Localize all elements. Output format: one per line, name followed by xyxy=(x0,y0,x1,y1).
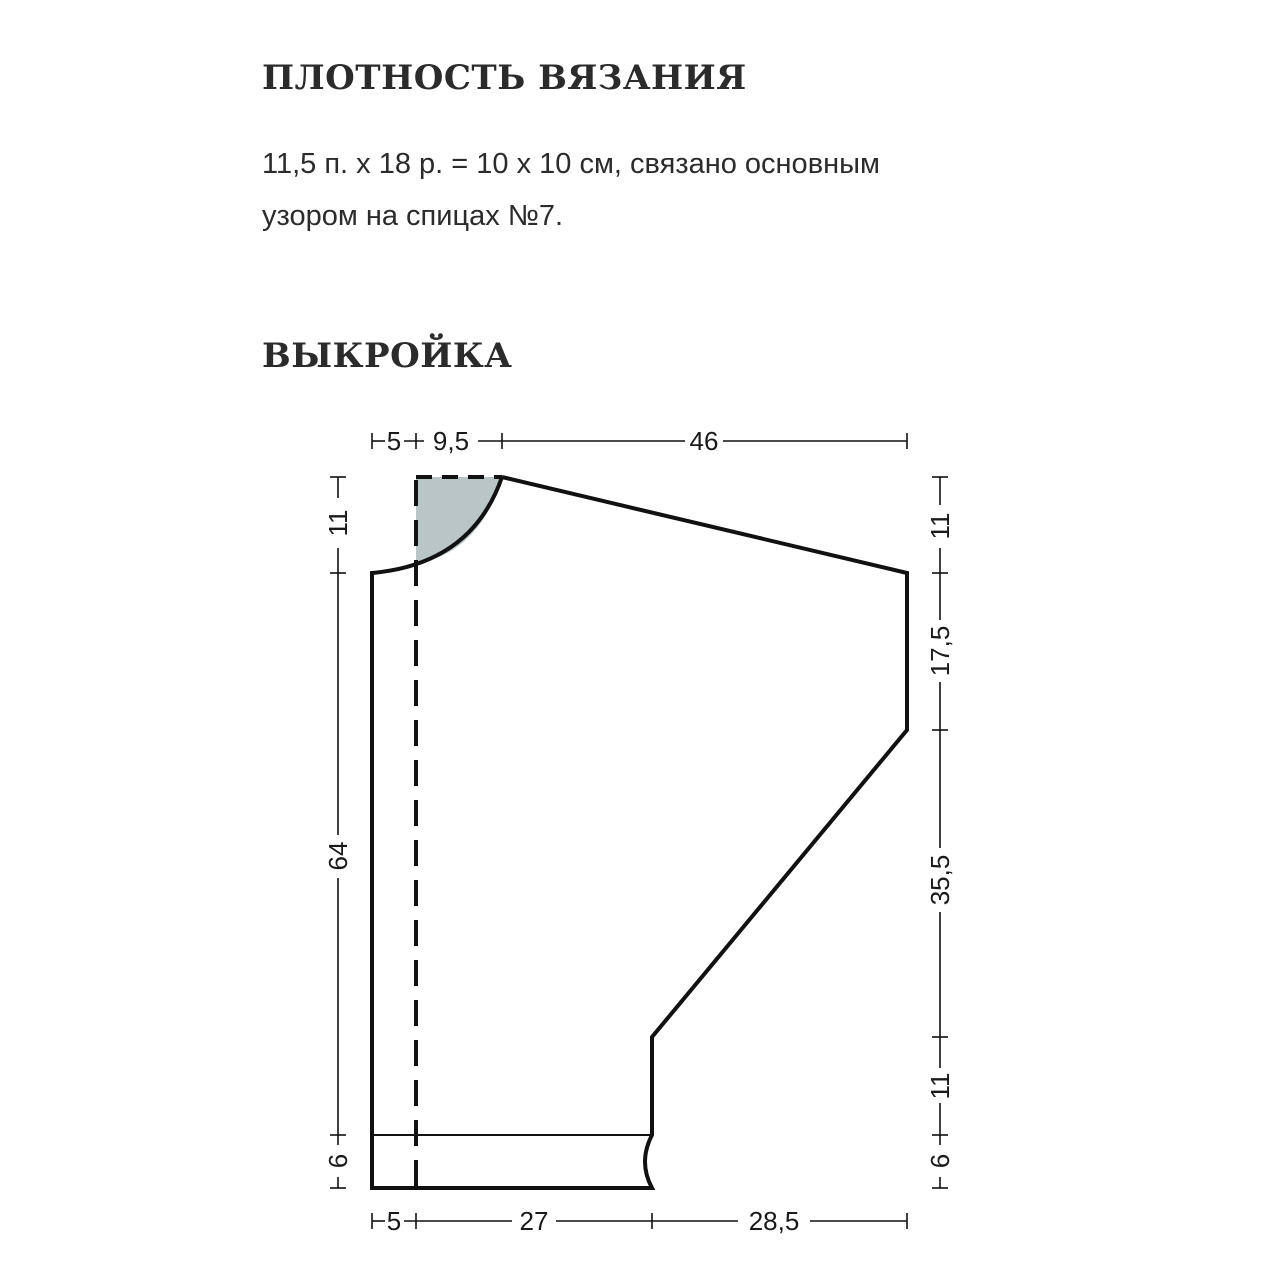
dim-left-64: 64 xyxy=(323,841,353,871)
dim-left-6: 6 xyxy=(323,1153,353,1169)
dim-bottom-27: 27 xyxy=(519,1206,549,1236)
dim-left-11: 11 xyxy=(323,509,353,537)
gauge-heading: ПЛОТНОСТЬ ВЯЗАНИЯ xyxy=(262,58,747,98)
pattern-heading: ВЫКРОЙКА xyxy=(262,336,513,376)
dim-right-11-top: 11 xyxy=(925,512,955,540)
dim-right-6: 6 xyxy=(925,1153,955,1169)
dim-top-46: 46 xyxy=(689,426,719,456)
gauge-line-1: 11,5 п. х 18 р. = 10 х 10 см, связано основным xyxy=(262,148,880,180)
dim-bottom-5: 5 xyxy=(386,1206,402,1236)
dim-bottom-28-5: 28,5 xyxy=(748,1206,800,1236)
dim-top-9-5: 9,5 xyxy=(432,426,470,456)
dim-right-11-bottom: 11 xyxy=(925,1072,955,1100)
garment-outline xyxy=(372,477,907,1188)
neckline-shading xyxy=(416,477,502,564)
gauge-line-2: узором на спицах №7. xyxy=(262,200,564,232)
dim-right-35-5: 35,5 xyxy=(925,854,955,906)
dim-top-5: 5 xyxy=(386,426,402,456)
dim-right-17-5: 17,5 xyxy=(925,625,955,677)
